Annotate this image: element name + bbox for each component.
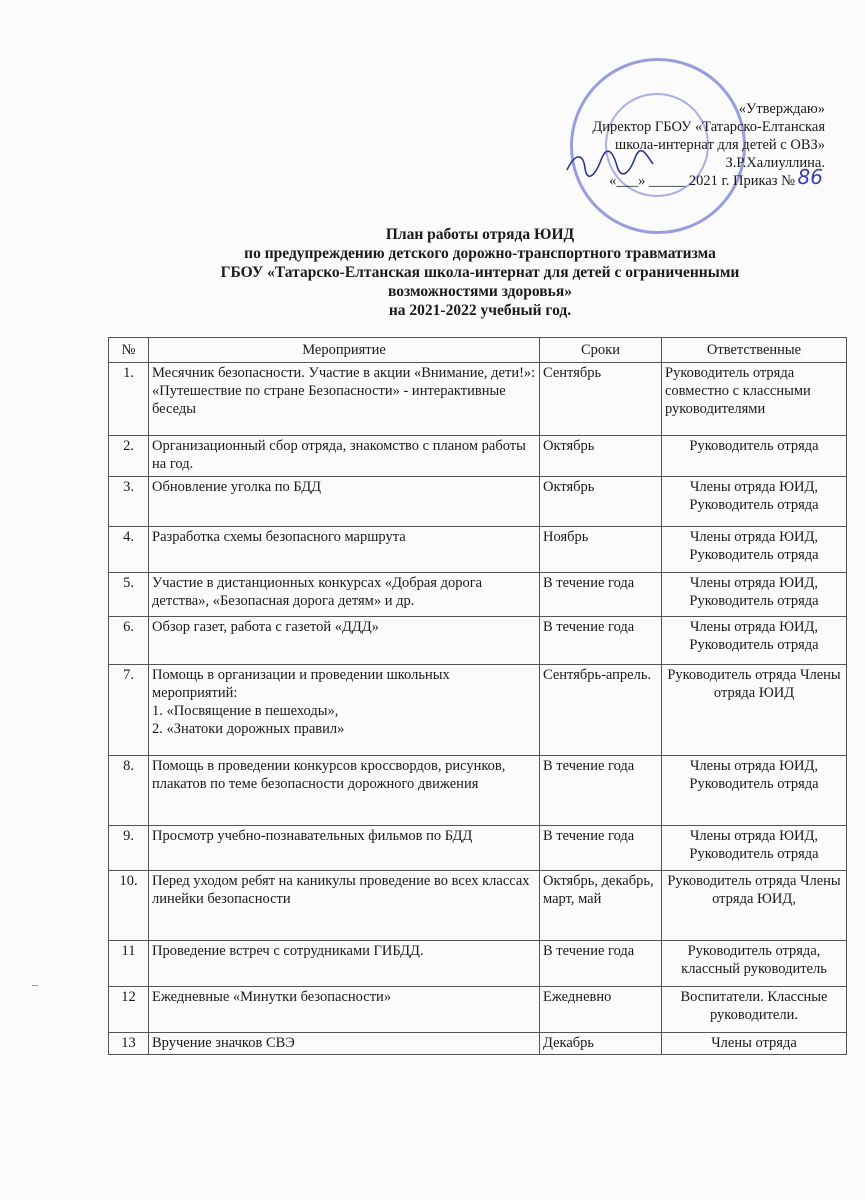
row-resp: Руководитель отряда [662,436,847,477]
table-row [109,1033,847,1055]
row-event: Разработка схемы безопасного маршрута [149,527,540,573]
row-num: 6. [109,617,149,665]
row-num: 8. [109,756,149,826]
table-row [109,363,847,436]
row-resp: Члены отряда ЮИД, Руководитель отряда [662,826,847,871]
row-resp: Члены отряда ЮИД, Руководитель отряда [662,756,847,826]
row-num: 2. [109,436,149,477]
approval-director: Директор ГБОУ «Татарско-Елтанская [592,119,825,135]
row-resp: Руководитель отряда Члены отряда ЮИД, [662,871,847,941]
row-when: В течение года [540,826,662,871]
row-event-cell [149,665,540,756]
row-event: Обзор газет, работа с газетой «ДДД» [149,617,540,665]
row-when: В течение года [540,617,662,665]
scan-mark [32,985,38,986]
row-event: Проведение встреч с сотрудниками ГИБДД. [149,941,540,987]
title-line-4: возможностями здоровья» [388,283,572,300]
row-num: 1. [109,363,149,436]
row-when: Ноябрь [540,527,662,573]
table-row [109,436,847,477]
header-event: Мероприятие [149,338,540,363]
row-resp: Члены отряда ЮИД, Руководитель отряда [662,527,847,573]
title-line-2: по предупреждению детского дорожно-транспортного травматизма [244,245,716,262]
row-when: Декабрь [540,1033,662,1055]
row-num: 5. [109,573,149,617]
row-num: 11 [109,941,149,987]
row-when: Ежедневно [540,987,662,1033]
approval-block [555,100,825,190]
approval-date: «___» _____ 2021 г. Приказ № [609,173,795,189]
table-row [109,987,847,1033]
header-num: № [109,338,149,363]
title-line-3: ГБОУ «Татарско-Елтанская школа-интернат для детей с ограниченными [220,264,740,281]
row-num: 3. [109,477,149,527]
table-row [109,871,847,941]
row-event: Перед уходом ребят на каникулы проведение во всех классах линейки безопасности [149,871,540,941]
row-when: В течение года [540,756,662,826]
row-resp: Члены отряда ЮИД, Руководитель отряда [662,617,847,665]
approval-name: З.Р.Халиуллина. [725,155,825,171]
row-resp: Члены отряда ЮИД, Руководитель отряда [662,573,847,617]
header-when: Сроки [540,338,662,363]
row-num: 13 [109,1033,149,1055]
row-num: 7. [109,665,149,756]
table-header-row [109,338,847,363]
table-row [109,665,847,756]
row-when: Октябрь, декабрь, март, май [540,871,662,941]
table-row [109,826,847,871]
row-resp: Члены отряда [662,1033,847,1055]
approval-school: школа-интернат для детей с ОВЗ» [615,137,825,153]
row-resp: Члены отряда ЮИД, Руководитель отряда [662,477,847,527]
row-num: 10. [109,871,149,941]
row-event: Месячник безопасности. Участие в акции «Внимание, дети!»: «Путешествие по стране Безопасности» - интерактивные беседы [149,363,540,436]
list-item: 2. «Знатоки дорожных правил» [152,721,345,737]
row-when: В течение года [540,573,662,617]
row-when: В течение года [540,941,662,987]
row-event: Помощь в проведении конкурсов кроссвордов, рисунков, плакатов по теме безопасности дорожного движения [149,756,540,826]
approval-heading: «Утверждаю» [738,101,825,117]
row-num: 12 [109,987,149,1033]
row-event: Помощь в организации и проведении школьных мероприятий: [152,667,450,701]
row-num: 4. [109,527,149,573]
row-when: Сентябрь-апрель. [540,665,662,756]
row-resp: Воспитатели. Классные руководители. [662,987,847,1033]
table-row [109,941,847,987]
row-when: Октябрь [540,436,662,477]
row-when: Сентябрь [540,363,662,436]
table-row [109,477,847,527]
table-row [109,617,847,665]
title-line-1: План работы отряда ЮИД [385,226,575,243]
plan-table [108,337,847,1055]
row-event: Обновление уголка по БДД [149,477,540,527]
order-number: 86 [797,165,823,189]
title-line-5: на 2021-2022 учебный год. [388,302,572,319]
row-event: Участие в дистанционных конкурсах «Добрая дорога детства», «Безопасная дорога детям» и др. [149,573,540,617]
table-row [109,573,847,617]
row-resp: Руководитель отряда совместно с классными руководителями [662,363,847,436]
row-resp: Руководитель отряда Члены отряда ЮИД [662,665,847,756]
row-when: Октябрь [540,477,662,527]
table-row [109,756,847,826]
row-event: Просмотр учебно-познавательных фильмов по БДД [149,826,540,871]
list-item: 1. «Посвящение в пешеходы», [152,703,339,719]
row-event: Вручение значков СВЭ [149,1033,540,1055]
row-resp: Руководитель отряда, классный руководитель [662,941,847,987]
page-title [120,225,840,320]
row-event: Организационный сбор отряда, знакомство с планом работы на год. [149,436,540,477]
row-num: 9. [109,826,149,871]
row-event: Ежедневные «Минутки безопасности» [149,987,540,1033]
header-resp: Ответственные [662,338,847,363]
table-row [109,527,847,573]
approval-date-line [555,165,825,190]
